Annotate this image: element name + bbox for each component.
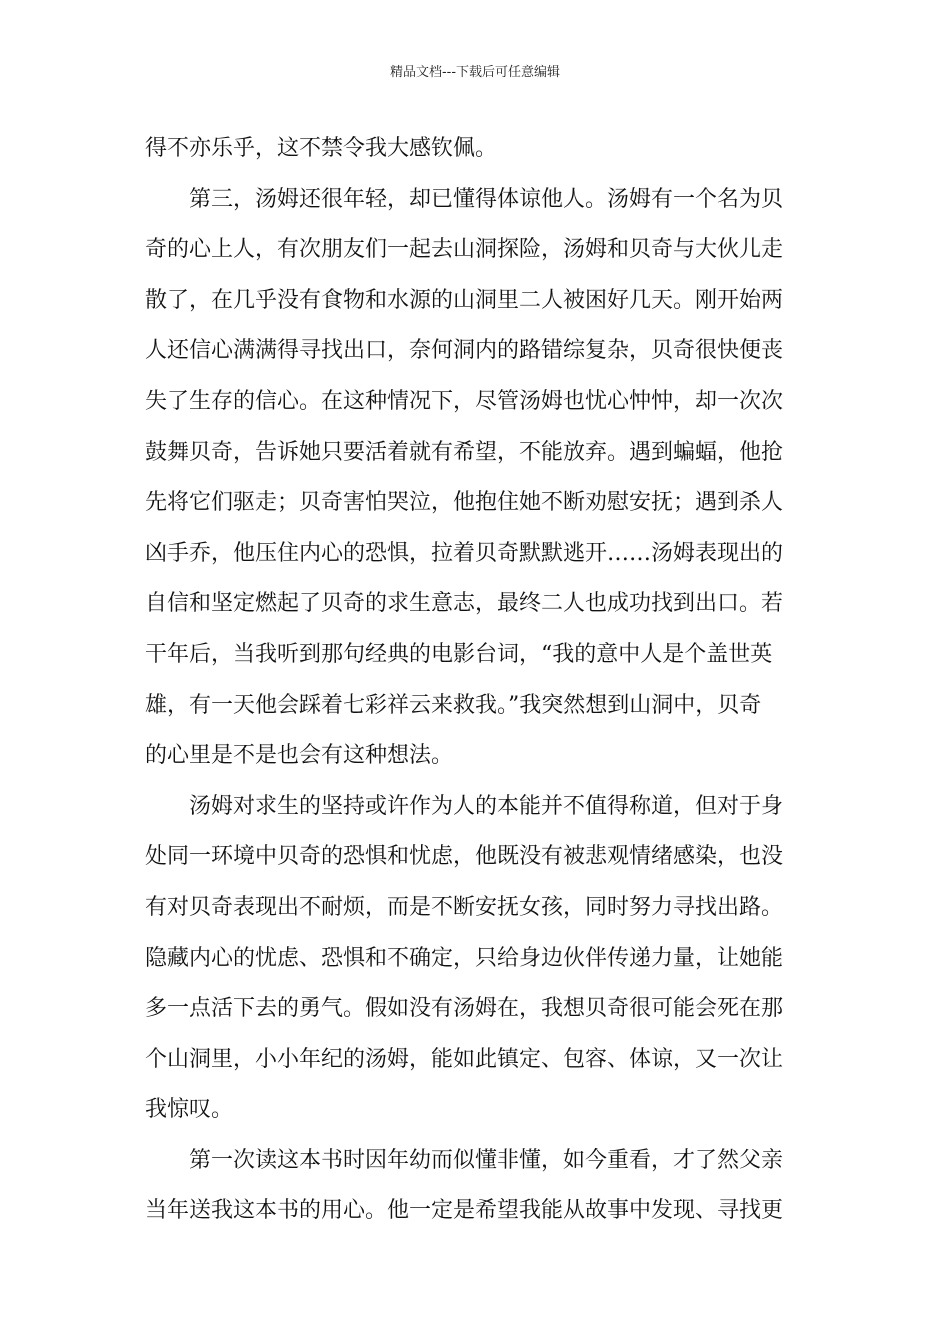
text-line: 自信和坚定燃起了贝奇的求生意志，最终二人也成功找到出口。若	[145, 591, 784, 617]
body-text	[145, 132, 809, 1245]
text-line: 隐藏内心的忧虑、恐惧和不确定，只给身边伙伴传递力量，让她能	[145, 945, 784, 971]
text-line: 第三，汤姆还很年轻，却已懂得体谅他人。汤姆有一个名为贝	[189, 186, 784, 212]
text-line: 处同一环境中贝奇的恐惧和忧虑，他既没有被悲观情绪感染，也没	[145, 844, 784, 870]
text-line: 汤姆对求生的坚持或许作为人的本能并不值得称道，但对于身	[189, 793, 784, 819]
text-line: 凶手乔，他压住内心的恐惧，拉着贝奇默默逃开……汤姆表现出的	[145, 540, 784, 566]
text-line: 多一点活下去的勇气。假如没有汤姆在，我想贝奇很可能会死在那	[145, 996, 784, 1022]
page-header: 精品文档---下载后可任意编辑	[389, 65, 561, 80]
text-line: 第一次读这本书时因年幼而似懂非懂，如今重看，才了然父亲	[189, 1147, 784, 1173]
text-line: 鼓舞贝奇，告诉她只要活着就有希望，不能放弃。遇到蝙蝠，他抢	[145, 439, 784, 465]
text-line: 得不亦乐乎，这不禁令我大感钦佩。	[145, 136, 498, 161]
text-line: 我惊叹。	[145, 1097, 234, 1123]
text-line: 个山洞里，小小年纪的汤姆，能如此镇定、包容、体谅，又一次让	[145, 1046, 784, 1072]
text-line: 失了生存的信心。在这种情况下，尽管汤姆也忧心忡忡，却一次次	[145, 388, 784, 414]
text-line: 雄，有一天他会踩着七彩祥云来救我。”我突然想到山洞中，贝奇	[145, 692, 762, 718]
text-line: 当年送我这本书的用心。他一定是希望我能从故事中发现、寻找更	[145, 1198, 784, 1224]
text-line: 散了，在几乎没有食物和水源的山洞里二人被困好几天。刚开始两	[145, 287, 784, 313]
text-line: 奇的心上人，有次朋友们一起去山洞探险，汤姆和贝奇与大伙儿走	[145, 237, 784, 263]
text-line: 人还信心满满得寻找出口，奈何洞内的路错综复杂，贝奇很快便丧	[145, 338, 784, 364]
text-line: 先将它们驱走；贝奇害怕哭泣，他抱住她不断劝慰安抚；遇到杀人	[145, 490, 784, 516]
text-line: 干年后，当我听到那句经典的电影台词，“我的意中人是个盖世英	[145, 641, 773, 667]
text-line: 有对贝奇表现出不耐烦，而是不断安抚女孩，同时努力寻找出路。	[145, 894, 784, 920]
text-line: 的心里是不是也会有这种想法。	[145, 743, 454, 769]
